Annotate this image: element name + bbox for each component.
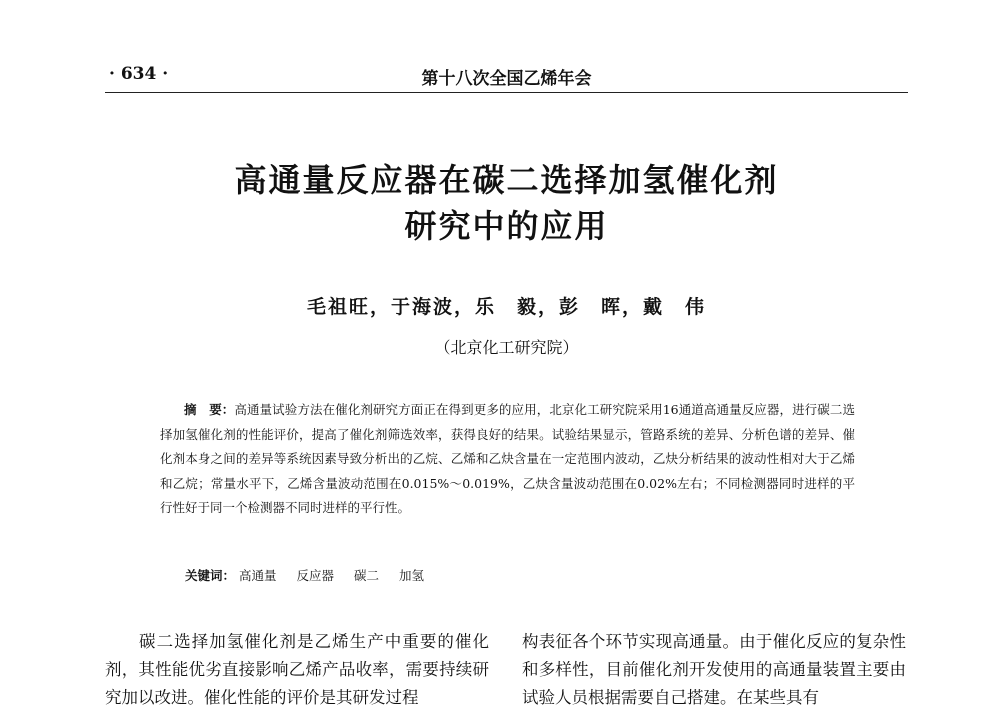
author-list: 毛祖旺，于海波，乐 毅，彭 晖，戴 伟 [306, 296, 706, 318]
running-title: 第十八次全国乙烯年会 [421, 69, 592, 89]
header-rule [105, 92, 908, 93]
paper-title-line-1: 高通量反应器在碳二选择加氢催化剂 [234, 161, 779, 199]
page-number: · 634 · [109, 64, 169, 84]
body-column-left [105, 628, 489, 712]
affiliation: （北京化工研究院） [434, 338, 579, 357]
body-text-right: 构表征各个环节实现高通量。由于催化反应的复杂性和多样性，目前催化剂开发使用的高通量装置主要由试验人员根据需要自己搭建。在某些具有 [522, 632, 906, 707]
abstract-text: 高通量试验方法在催化剂研究方面正在得到更多的应用，北京化工研究院采用16通道高通量反应器，进行碳二选择加氢催化剂的性能评价，提高了催化剂筛选效率，获得良好的结果。试验结果显示，管路系统的差异、分析色谱的差异、催化剂本身之间的差异等系统因素导致分析出的乙烷、乙烯和乙炔含量在一定范围内波动，乙炔分析结果的波动性相对大于乙烯和乙烷；常量水平下，乙烯含量波动范围在0.015%～0.019%，乙炔含量波动范围在0.02%左右；不同检测器同时进样的平行性好于同一个检测器不同时进样的平行性。 [160, 402, 855, 515]
keywords [185, 566, 440, 584]
keyword: 加氢 [399, 568, 425, 583]
keywords-label: 关键词： [185, 568, 236, 583]
keyword: 高通量 [239, 568, 277, 583]
keyword: 碳二 [354, 568, 380, 583]
paper-title-line-2: 研究中的应用 [404, 207, 609, 245]
body-column-right [522, 628, 906, 712]
body-text-left: 碳二选择加氢催化剂是乙烯生产中重要的催化剂，其性能优劣直接影响乙烯产品收率，需要持续研究加以改进。催化性能的评价是其研发过程 [105, 632, 489, 707]
running-header [105, 64, 908, 92]
keyword: 反应器 [296, 568, 335, 583]
abstract [160, 398, 855, 521]
abstract-label: 摘 要： [184, 402, 235, 417]
